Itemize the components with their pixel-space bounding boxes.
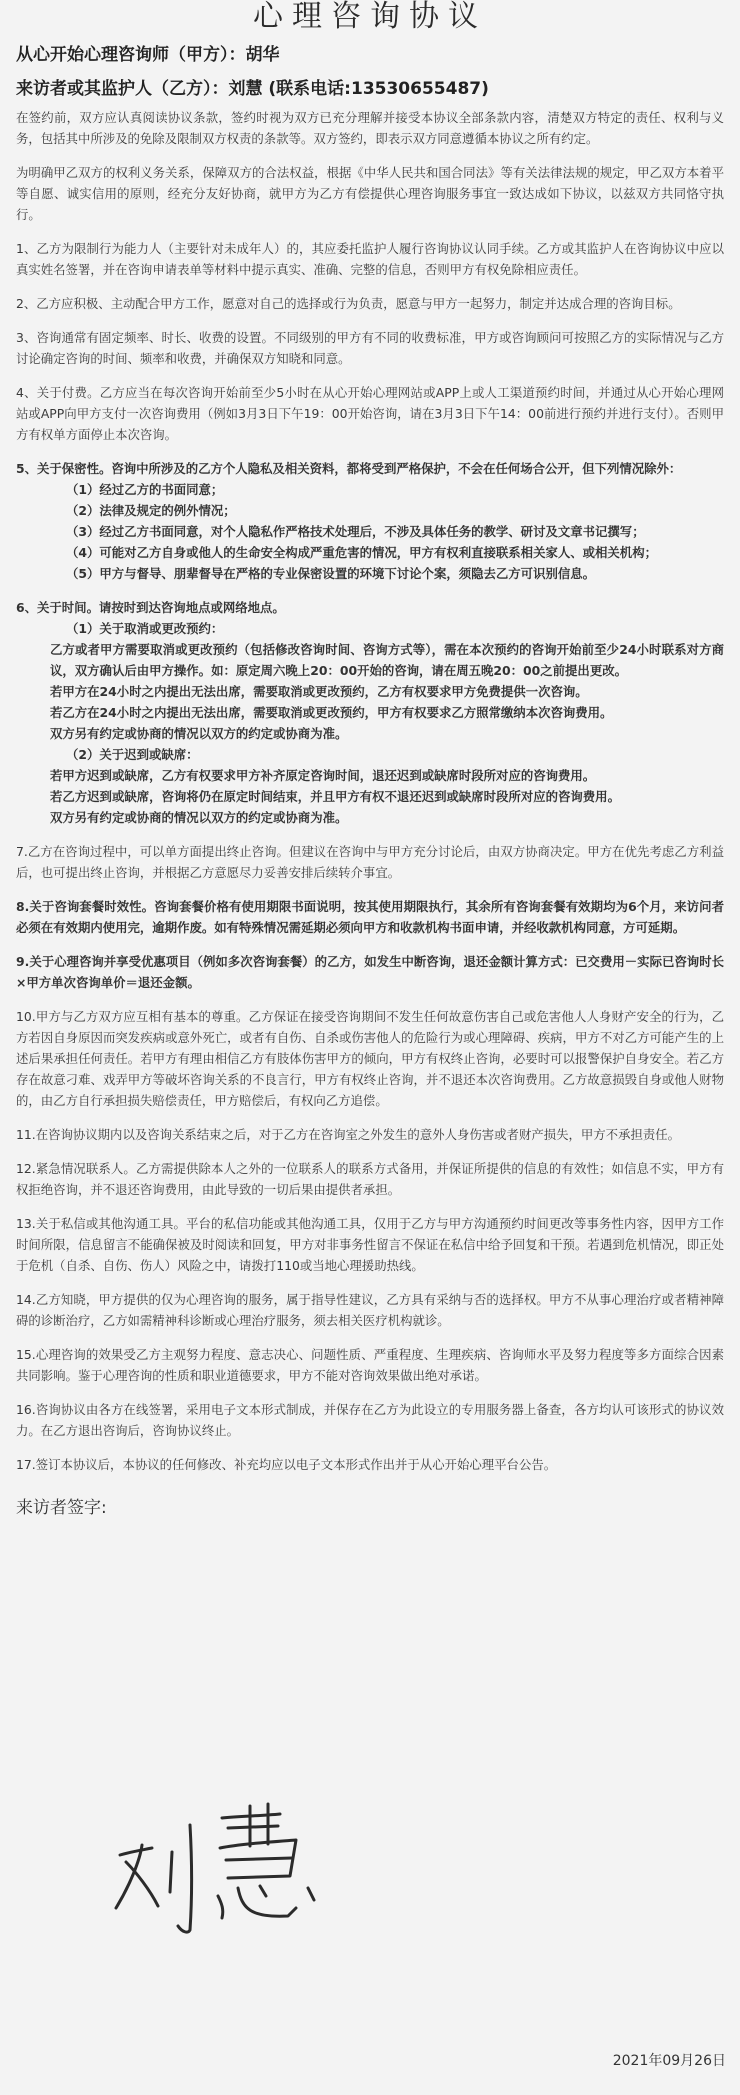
clause-5-item: （1）经过乙方的书面同意； xyxy=(66,482,224,497)
signing-date: 2021年09月26日 xyxy=(612,2053,726,2069)
signature-label: 来访者签字: xyxy=(16,1498,107,1518)
clause-5-item: （3）经过乙方书面同意，对个人隐私作严格技术处理后，不涉及具体任务的教学、研讨及文章书记撰写； xyxy=(66,524,645,539)
clause-paragraph: 13.关于私信或其他沟通工具。平台的私信功能或其他沟通工具，仅用于乙方与甲方沟通预约时间更改等事务性内容，因甲方工作时间所限，信息留言不能确保被及时阅读和回复，甲方对非事务性留言不保证在私信中给予回复和干预。若遇到危机情况，即正处于危机（自杀、自伤、伤人）风险之中，请拨打110或当地心理援助热线。 xyxy=(16,1216,724,1273)
clause-5-item: （4）可能对乙方自身或他人的生命安全构成严重危害的情况，甲方有权利直接联系相关家人、或相关机构； xyxy=(66,545,657,560)
handwritten-signature xyxy=(110,1800,340,1940)
clause-6-paragraph: 双方另有约定或协商的情况以双方的约定或协商为准。 xyxy=(50,726,348,741)
clause-paragraph: 4、关于付费。乙方应当在每次咨询开始前至少5小时在从心开始心理网站或APP上或人工渠道预约时间，并通过从心开始心理网站或APP向甲方支付一次咨询费用（例如3月3日下午19：00开始咨询，请在3月3日下午14：00前进行预约并进行支付）。否则甲方有权单方面停止本次咨询。 xyxy=(16,385,724,442)
clause-6-paragraph: 若甲方迟到或缺席，乙方有权要求甲方补齐原定咨询时间，退还迟到或缺席时段所对应的咨询费用。 xyxy=(50,768,596,783)
intro-paragraph: 为明确甲乙双方的权利义务关系，保障双方的合法权益，根据《中华人民共和国合同法》等有关法律法规的规定，甲乙双方本着平等自愿、诚实信用的原则，经充分友好协商，就甲方为乙方有偿提供心理咨询服务事宜一致达成如下协议，以兹双方共同恪守执行。 xyxy=(16,165,724,222)
clause-6-paragraph: 若乙方迟到或缺席，咨询将仍在原定时间结束，并且甲方有权不退还迟到或缺席时段所对应的咨询费用。 xyxy=(50,789,620,804)
clause-paragraph: 16.咨询协议由各方在线签署，采用电子文本形式制成，并保存在乙方为此设立的专用服务器上备查，各方均认可该形式的协议效力。在乙方退出咨询后，咨询协议终止。 xyxy=(16,1402,724,1438)
clause-paragraph: 2、乙方应积极、主动配合甲方工作，愿意对自己的选择或行为负责，愿意与甲方一起努力，制定并达成合理的咨询目标。 xyxy=(16,296,681,311)
clause-6-heading: 6、关于时间。请按时到达咨询地点或网络地点。 xyxy=(16,600,285,615)
clause-5-heading: 5、关于保密性。咨询中所涉及的乙方个人隐私及相关资料，都将受到严格保护，不会在任何场合公开，但下列情况除外： xyxy=(16,461,682,476)
clause-6-paragraph: 若甲方在24小时之内提出无法出席，需要取消或更改预约，乙方有权要求甲方免费提供一次咨询。 xyxy=(50,684,588,699)
clause-paragraph: 15.心理咨询的效果受乙方主观努力程度、意志决心、问题性质、严重程度、生理疾病、咨询师水平及努力程度等多方面综合因素共同影响。鉴于心理咨询的性质和职业道德要求，甲方不能对咨询效果做出绝对承诺。 xyxy=(16,1347,724,1383)
clause-paragraph: 17.签订本协议后，本协议的任何修改、补充均应以电子文本形式作出并于从心开始心理平台公告。 xyxy=(16,1457,557,1472)
clause-paragraph: 14.乙方知晓，甲方提供的仅为心理咨询的服务，属于指导性建议，乙方具有采纳与否的选择权。甲方不从事心理治疗或者精神障碍的诊断治疗，乙方如需精神科诊断或心理治疗服务，须去相关医疗机构就诊。 xyxy=(16,1292,724,1328)
clause-paragraph: 7.乙方在咨询过程中，可以单方面提出终止咨询。但建议在咨询中与甲方充分讨论后，由双方协商决定。甲方在优先考虑乙方利益后，也可提出终止咨询，并根据乙方意愿尽力妥善安排后续转介事宜。 xyxy=(16,844,724,880)
clause-6-paragraph: 若乙方在24小时之内提出无法出席，需要取消或更改预约，甲方有权要求乙方照常缴纳本次咨询费用。 xyxy=(50,705,613,720)
clause-5-item: （2）法律及规定的例外情况； xyxy=(66,503,236,518)
clause-paragraph: 1、乙方为限制行为能力人（主要针对未成年人）的，其应委托监护人履行咨询协议认同手续。乙方或其监护人在咨询协议中应以真实姓名签署，并在咨询申请表单等材料中提示真实、准确、完整的信息，否则甲方有权免除相应责任。 xyxy=(16,241,724,277)
clause-paragraph: 11.在咨询协议期内以及咨询关系结束之后，对于乙方在咨询室之外发生的意外人身伤害或者财产损失，甲方不承担责任。 xyxy=(16,1127,681,1142)
clause-5-item: （5）甲方与督导、朋辈督导在严格的专业保密设置的环境下讨论个案，须隐去乙方可识别信息。 xyxy=(66,566,596,581)
clause-6-subheading: （2）关于迟到或缺席： xyxy=(66,747,199,762)
page-title: 心理咨询协议 xyxy=(253,0,487,34)
clause-paragraph: 3、咨询通常有固定频率、时长、收费的设置。不同级别的甲方有不同的收费标准，甲方或咨询顾问可按照乙方的实际情况与乙方讨论确定咨询的时间、频率和收费，并确保双方知晓和同意。 xyxy=(16,330,724,366)
party-b: 来访者或其监护人（乙方）：刘慧 (联系电话:13530655487) xyxy=(16,79,489,99)
clause-paragraph: 8.关于咨询套餐时效性。咨询套餐价格有使用期限书面说明，按其使用期限执行，其余所有咨询套餐有效期均为6个月，来访问者必须在有效期内使用完，逾期作废。如有特殊情况需延期必须向甲方和收款机构书面申请，并经收款机构同意，方可延期。 xyxy=(16,899,724,935)
clause-paragraph: 12.紧急情况联系人。乙方需提供除本人之外的一位联系人的联系方式备用，并保证所提供的信息的有效性；如信息不实，甲方有权拒绝咨询，并不退还咨询费用，由此导致的一切后果由提供者承担。 xyxy=(16,1161,724,1197)
clause-paragraph: 10.甲方与乙方双方应互相有基本的尊重。乙方保证在接受咨询期间不发生任何故意伤害自己或危害他人人身财产安全的行为，乙方若因自身原因而突发疾病或意外死亡，或者有自伤、自杀或伤害他人的危险行为或心理障碍、疾病，甲方不对乙方可能产生的上述后果承担任何责任。若甲方有理由相信乙方有肢体伤害甲方的倾向，甲方有权终止咨询，必要时可以报警保护自身安全。若乙方存在故意刁难、戏弄甲方等破坏咨询关系的不良言行，甲方有权终止咨询，并不退还本次咨询费用。乙方故意损毁自身或他人财物的，由乙方自行承担损失赔偿责任，甲方赔偿后，有权向乙方追偿。 xyxy=(16,1009,724,1108)
clause-6-subheading: （1）关于取消或更改预约： xyxy=(66,621,224,636)
clause-6-paragraph: 双方另有约定或协商的情况以双方的约定或协商为准。 xyxy=(50,810,348,825)
party-a: 从心开始心理咨询师（甲方）：胡华 xyxy=(16,45,280,65)
clause-6-paragraph: 乙方或者甲方需要取消或更改预约（包括修改咨询时间、咨询方式等），需在本次预约的咨询开始前至少24小时联系对方商议，双方确认后由甲方操作。如：原定周六晚上20：00开始的咨询，请在周五晚20：00之前提出更改。 xyxy=(50,642,724,678)
clause-paragraph: 9.关于心理咨询并享受优惠项目（例如多次咨询套餐）的乙方，如发生中断咨询，退还金额计算方式：已交费用－实际已咨询时长×甲方单次咨询单价＝退还金额。 xyxy=(16,954,724,990)
intro-paragraph: 在签约前，双方应认真阅读协议条款，签约时视为双方已充分理解并接受本协议全部条款内容，清楚双方特定的责任、权利与义务，包括其中所涉及的免除及限制双方权责的条款等。双方签约，即表示双方同意遵循本协议之所有约定。 xyxy=(16,110,724,146)
